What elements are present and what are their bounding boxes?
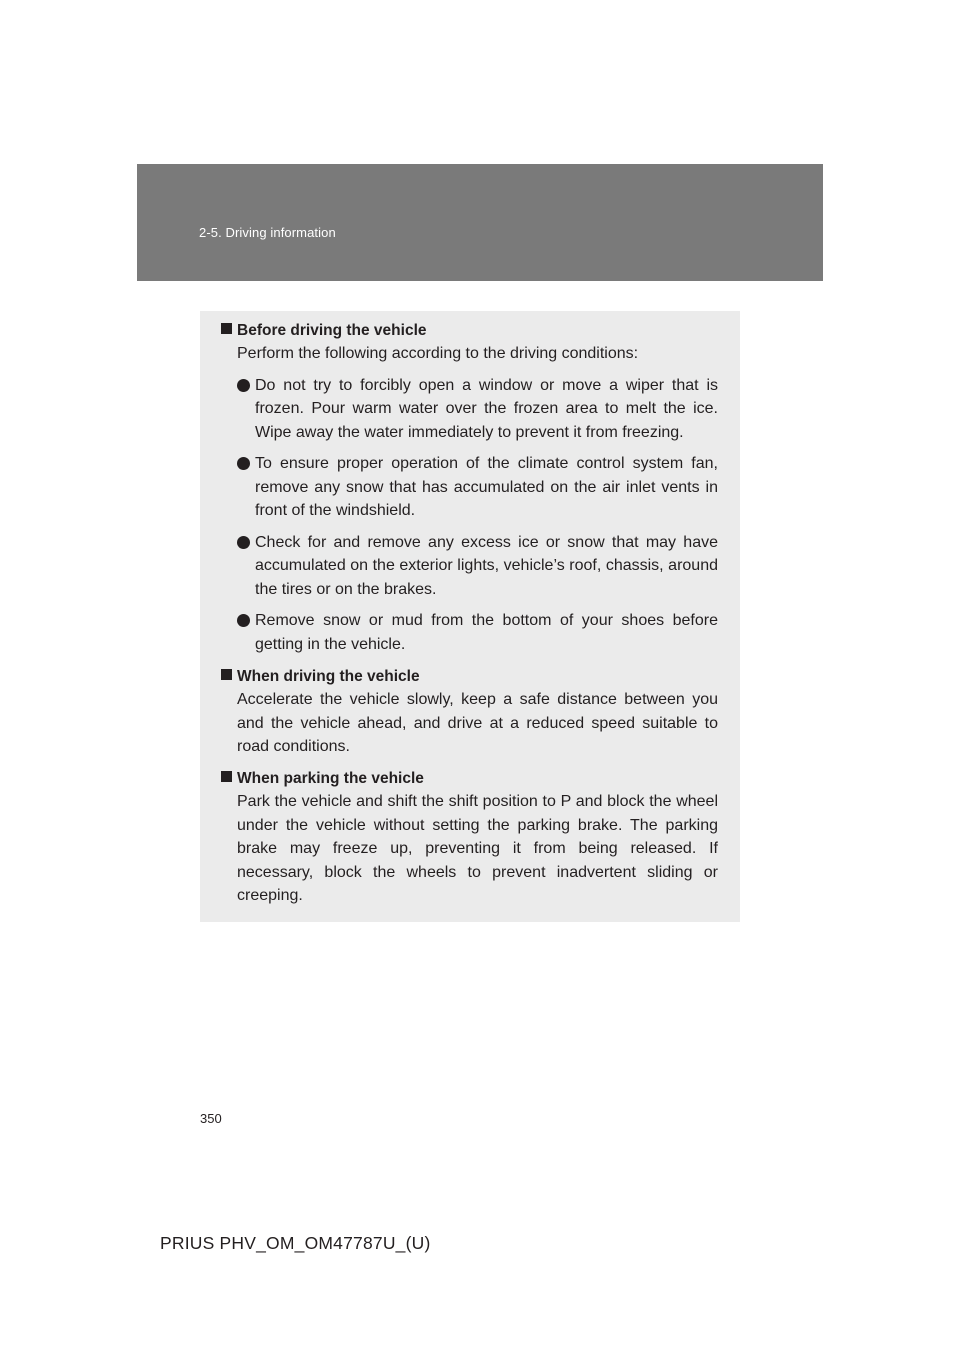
- section-heading-text: Before driving the vehicle: [237, 322, 427, 339]
- section-heading: [221, 319, 718, 342]
- round-bullet-icon: [237, 457, 250, 470]
- round-bullet-icon: [237, 614, 250, 627]
- section-when-driving: [237, 665, 718, 759]
- list-item: [255, 374, 718, 445]
- chapter-header-band: [137, 164, 823, 281]
- document-code: PRIUS PHV_OM_OM47787U_(U): [160, 1233, 431, 1253]
- page-number: 350: [200, 1111, 222, 1126]
- list-item: [255, 609, 718, 656]
- list-item: [255, 531, 718, 602]
- list-item-text: To ensure proper operation of the climate control system fan, remove any snow that has accumulated on the air inlet vents in front of the windshield.: [255, 455, 718, 519]
- list-item-text: Remove snow or mud from the bottom of your shoes before getting in the vehicle.: [255, 612, 718, 653]
- section-heading: [221, 767, 718, 790]
- square-bullet-icon: [221, 323, 232, 334]
- section-body: Accelerate the vehicle slowly, keep a safe distance between you and the vehicle ahead, and drive at a reduced speed suitable to road conditions.: [237, 691, 718, 755]
- list-item-text: Check for and remove any excess ice or snow that may have accumulated on the exterior lights, vehicle’s roof, chassis, around the tires or on the brakes.: [255, 533, 718, 598]
- list-item-text: Do not try to forcibly open a window or move a wiper that is frozen. Pour warm water over the frozen area to melt the ice. Wipe away the water immediately to prevent it from freezing.: [255, 376, 718, 441]
- section-heading: [221, 665, 718, 688]
- round-bullet-icon: [237, 536, 250, 549]
- info-box: [200, 311, 740, 922]
- section-intro: Perform the following according to the driving conditions:: [237, 345, 639, 362]
- round-bullet-icon: [237, 379, 250, 392]
- section-heading-text: When driving the vehicle: [237, 668, 420, 685]
- section-body: Park the vehicle and shift the shift position to P and block the wheel under the vehicle without setting the parking brake. The parking brake may freeze up, preventing it from being released. If necessary, block the wheels to prevent inadvertent sliding or creeping.: [237, 793, 718, 904]
- list-item: [255, 452, 718, 523]
- square-bullet-icon: [221, 669, 232, 680]
- section-when-parking: [237, 767, 718, 908]
- section-before-driving: [237, 319, 718, 656]
- square-bullet-icon: [221, 771, 232, 782]
- section-label: 2-5. Driving information: [199, 225, 336, 240]
- section-heading-text: When parking the vehicle: [237, 770, 424, 787]
